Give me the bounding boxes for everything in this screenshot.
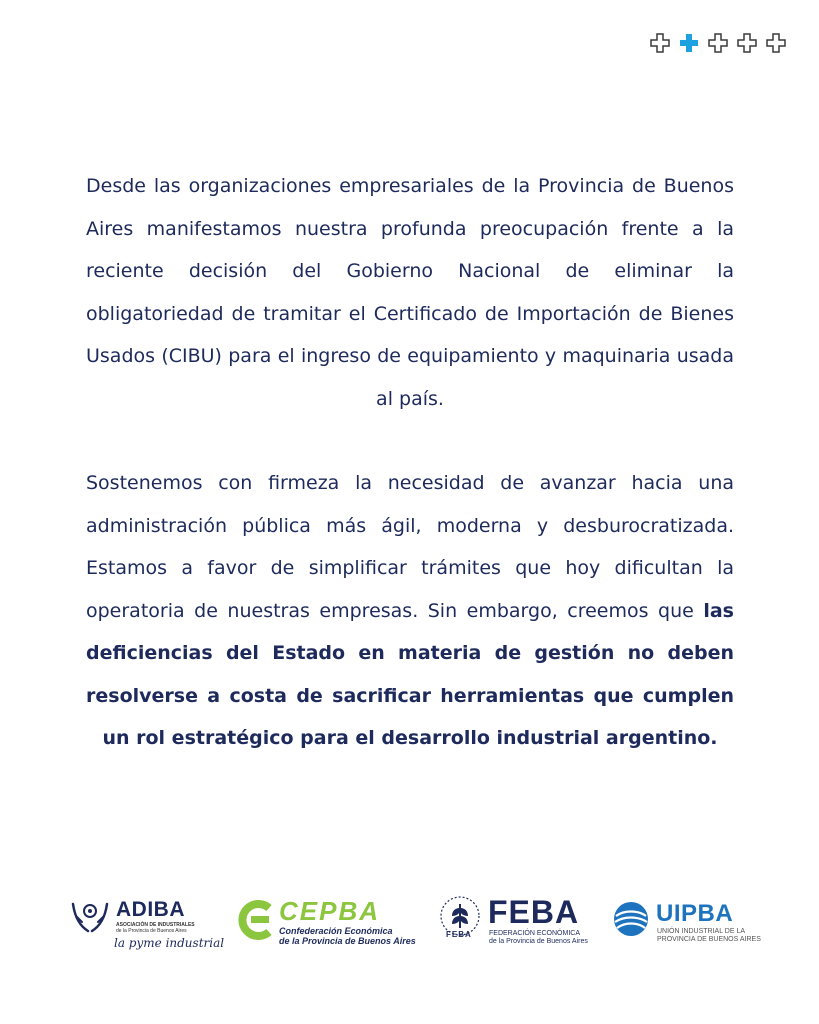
- uipba-line1: UNIÓN INDUSTRIAL DE LA: [657, 928, 746, 935]
- uipba-line2: PROVINCIA DE BUENOS AIRES: [657, 936, 761, 943]
- c-arrow-icon: [235, 900, 275, 940]
- feba-badge: FEBA: [446, 930, 472, 939]
- organization-logos: [0, 890, 819, 960]
- cepba-line1: Confederación Económica: [279, 926, 393, 936]
- plus-icon: [650, 33, 670, 53]
- paragraph-2-emphasis: las deficiencias del Estado en materia de gestión no deben resolverse a costa de sacrificar herramientas que cumplen un rol estratégico para el desarrollo industrial argentino.: [86, 599, 734, 749]
- feba-line1: FEDERACIÓN ECONÓMICA: [489, 930, 581, 937]
- cepba-name: CEPBA: [279, 896, 381, 926]
- statement-body: [86, 165, 734, 760]
- cepba-logo: [235, 890, 416, 950]
- adiba-tagline: la pyme industrial: [114, 936, 225, 950]
- adiba-line1: ASOCIACIÓN DE INDUSTRIALES: [116, 922, 195, 928]
- feba-logo: [438, 890, 588, 950]
- plus-icon: [766, 33, 786, 53]
- adiba-logo: [70, 890, 225, 958]
- globe-swirl-icon: [612, 900, 650, 938]
- feba-line2: de la Provincia de Buenos Aires: [489, 938, 588, 945]
- adiba-line2: de la Provincia de Buenos Aires: [116, 928, 187, 934]
- slide-pager: [650, 33, 786, 53]
- hands-gear-icon: [70, 898, 110, 934]
- paragraph-2: [86, 462, 734, 760]
- paragraph-1: Desde las organizaciones empresariales de la Provincia de Buenos Aires manifestamos nuestra profunda preocupación frente a la reciente decisión del Gobierno Nacional de eliminar la obligatoriedad de tramitar el Certificado de Importación de Bienes Usados (CIBU) para el ingreso de equipamiento y maquinaria usada al país.: [86, 175, 734, 410]
- plus-icon-active: [679, 33, 699, 53]
- adiba-name: ADIBA: [116, 898, 185, 921]
- paragraph-2-text: Sostenemos con firmeza la necesidad de avanzar hacia una administración pública más ágil, moderna y desburocratizada. Estamos a favor de simplificar trámites que hoy dificultan la operatoria de nuestras empresas. Sin embargo, creemos que: [86, 472, 734, 622]
- feba-name: FEBA: [488, 894, 580, 930]
- plus-icon: [737, 33, 757, 53]
- uipba-logo: [612, 890, 762, 950]
- cepba-line2: de la Provincia de Buenos Aires: [279, 936, 416, 946]
- plus-icon: [708, 33, 728, 53]
- uipba-name: UIPBA: [656, 900, 734, 927]
